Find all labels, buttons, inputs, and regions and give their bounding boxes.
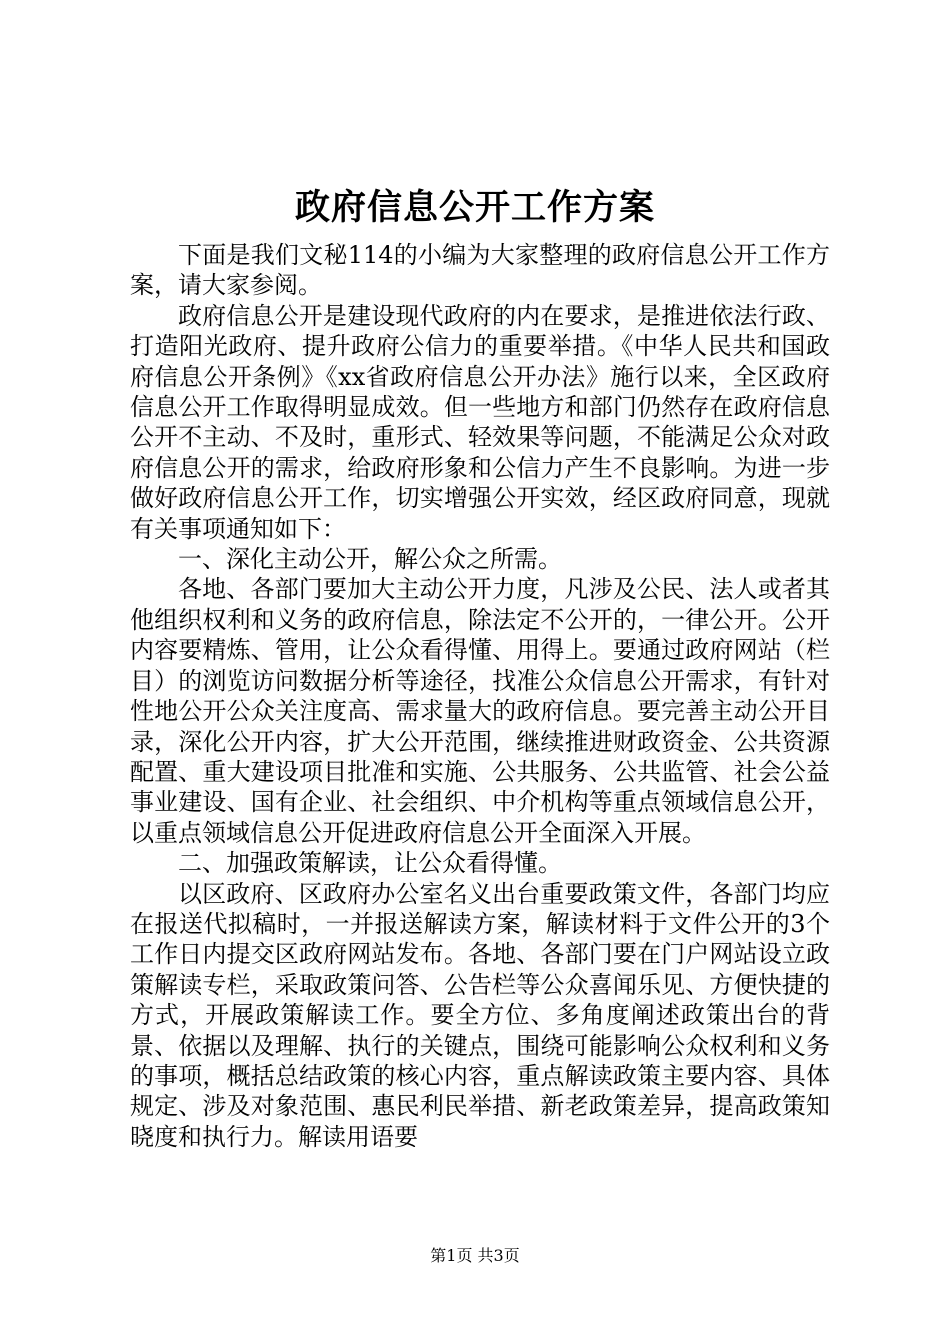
section-heading-2: 二、加强政策解读，让公众看得懂。 bbox=[178, 849, 562, 878]
paragraph-background: 政府信息公开是建设现代政府的内在要求，是推进依法行政、打造阳光政府、提升政府公信力的重要举措。《中华人民共和国政府信息公开条例》《xx省政府信息公开办法》施行以来，全区政府信息公开工作取得明显成效。但一些地方和部门仍然存在政府信息公开不主动、不及时，重形式、轻效果等问题，不能满足公众对政府信息公开的需求，给政府形象和公信力产生不良影响。为进一步做好政府信息公开工作，切实增强公开实效，经区政府同意，现就有关事项通知如下： bbox=[130, 301, 830, 543]
section-heading-1: 一、深化主动公开，解公众之所需。 bbox=[178, 545, 562, 574]
page-footer: 第1页 共3页 bbox=[430, 1246, 520, 1265]
paragraph-section-1: 各地、各部门要加大主动公开力度，凡涉及公民、法人或者其他组织权利和义务的政府信息，除法定不公开的，一律公开。公开内容要精炼、管用，让公众看得懂、用得上。要通过政府网站（栏目）的浏览访问数据分析等途径，找准公众信息公开需求，有针对性地公开公众关注度高、需求量大的政府信息。要完善主动公开目录，深化公开内容，扩大公开范围，继续推进财政资金、公共资源配置、重大建设项目批准和实施、公共服务、公共监管、社会公益事业建设、国有企业、社会组织、中介机构等重点领域信息公开，以重点领域信息公开促进政府信息公开全面深入开展。 bbox=[130, 575, 830, 847]
document-title: 政府信息公开工作方案 bbox=[294, 187, 655, 228]
document-body bbox=[130, 240, 830, 1152]
paragraph-section-2: 以区政府、区政府办公室名义出台重要政策文件，各部门均应在报送代拟稿时，一并报送解读方案，解读材料于文件公开的3个工作日内提交区政府网站发布。各地、各部门要在门户网站设立政策解读专栏，采取政策问答、公告栏等公众喜闻乐见、方便快捷的方式，开展政策解读工作。要全方位、多角度阐述政策出台的背景、依据以及理解、执行的关键点，围绕可能影响公众权利和义务的事项，概括总结政策的核心内容，重点解读政策主要内容、具体规定、涉及对象范围、惠民利民举措、新老政策差异，提高政策知晓度和执行力。解读用语要 bbox=[130, 879, 830, 1151]
paragraph-intro: 下面是我们文秘114的小编为大家整理的政府信息公开工作方案，请大家参阅。 bbox=[130, 241, 830, 300]
